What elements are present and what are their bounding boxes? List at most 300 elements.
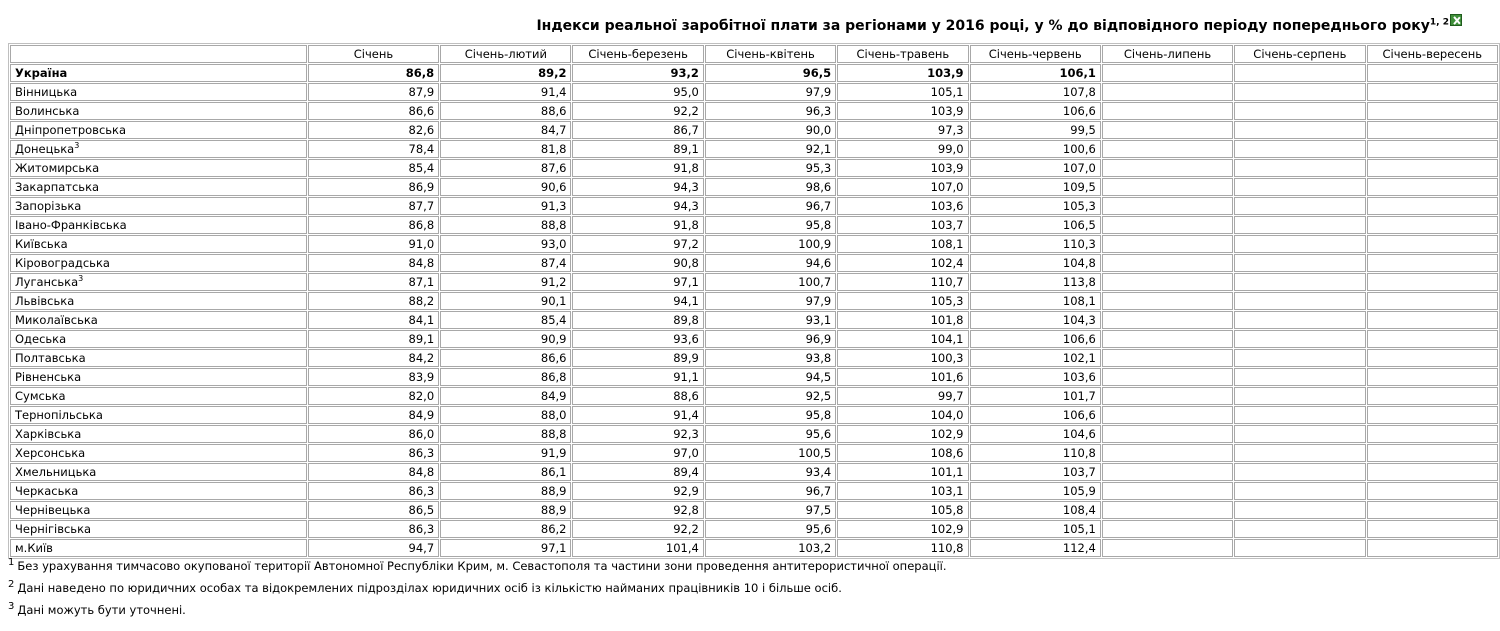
value-cell: 100,6	[970, 140, 1101, 158]
value-cell: 97,0	[572, 444, 703, 462]
value-cell	[1234, 349, 1365, 367]
table-row	[10, 368, 1498, 386]
value-cell: 86,3	[308, 444, 439, 462]
value-cell: 86,2	[440, 520, 571, 538]
region-name: Вінницька	[10, 83, 307, 101]
region-name: Запорізька	[10, 197, 307, 215]
region-name: Київська	[10, 235, 307, 253]
value-cell: 97,2	[572, 235, 703, 253]
value-cell: 92,9	[572, 482, 703, 500]
value-cell: 96,7	[705, 197, 836, 215]
region-name: Черкаська	[10, 482, 307, 500]
value-cell: 91,2	[440, 273, 571, 291]
value-cell	[1367, 254, 1498, 272]
region-name: Івано-Франківська	[10, 216, 307, 234]
table-row	[10, 273, 1498, 291]
value-cell: 89,1	[572, 140, 703, 158]
footnote-number: 2	[8, 579, 15, 590]
value-cell	[1102, 463, 1233, 481]
value-cell: 86,1	[440, 463, 571, 481]
table-row	[10, 406, 1498, 424]
region-name: Полтавська	[10, 349, 307, 367]
value-cell: 97,5	[705, 501, 836, 519]
value-cell	[1102, 539, 1233, 557]
table-row	[10, 121, 1498, 139]
value-cell: 96,7	[705, 482, 836, 500]
value-cell: 81,8	[440, 140, 571, 158]
footnote-text: Дані наведено по юридичних особах та відокремлених підрозділах юридичних осіб із кількістю найманих працівників 10 і більше осіб.	[17, 581, 842, 595]
value-cell: 88,2	[308, 292, 439, 310]
value-cell: 87,6	[440, 159, 571, 177]
value-cell: 91,4	[572, 406, 703, 424]
value-cell	[1102, 178, 1233, 196]
value-cell: 99,7	[837, 387, 968, 405]
value-cell	[1102, 159, 1233, 177]
table-row	[10, 482, 1498, 500]
excel-download-icon[interactable]	[1450, 14, 1462, 26]
value-cell: 108,4	[970, 501, 1101, 519]
value-cell: 100,3	[837, 349, 968, 367]
value-cell	[1367, 83, 1498, 101]
value-cell: 92,8	[572, 501, 703, 519]
value-cell: 94,3	[572, 197, 703, 215]
value-cell	[1102, 406, 1233, 424]
title-text: Індекси реальної заробітної плати за регіонами у 2016 році, у % до відповідного періоду попереднього року	[536, 18, 1430, 34]
region-name: Харківська	[10, 425, 307, 443]
value-cell: 90,1	[440, 292, 571, 310]
table-row	[10, 159, 1498, 177]
region-name: Україна	[10, 64, 307, 82]
column-header: Січень-вересень	[1367, 45, 1498, 63]
region-name: Чернігівська	[10, 520, 307, 538]
value-cell: 92,2	[572, 520, 703, 538]
value-cell: 101,4	[572, 539, 703, 557]
value-cell	[1234, 254, 1365, 272]
value-cell	[1234, 368, 1365, 386]
value-cell: 95,0	[572, 83, 703, 101]
column-header: Січень	[308, 45, 439, 63]
value-cell: 103,7	[837, 216, 968, 234]
value-cell: 93,6	[572, 330, 703, 348]
value-cell: 86,6	[308, 102, 439, 120]
value-cell: 87,4	[440, 254, 571, 272]
value-cell: 90,6	[440, 178, 571, 196]
value-cell	[1367, 311, 1498, 329]
value-cell	[1234, 520, 1365, 538]
value-cell: 86,3	[308, 482, 439, 500]
footnote	[8, 577, 947, 599]
value-cell	[1367, 178, 1498, 196]
value-cell: 102,4	[837, 254, 968, 272]
value-cell: 110,3	[970, 235, 1101, 253]
value-cell	[1102, 330, 1233, 348]
value-cell: 92,3	[572, 425, 703, 443]
value-cell: 88,8	[440, 425, 571, 443]
value-cell	[1367, 235, 1498, 253]
value-cell	[1234, 178, 1365, 196]
value-cell: 84,1	[308, 311, 439, 329]
table-row	[10, 83, 1498, 101]
value-cell: 89,1	[308, 330, 439, 348]
footnote-ref: 3	[78, 274, 84, 284]
value-cell: 106,6	[970, 102, 1101, 120]
value-cell	[1234, 64, 1365, 82]
value-cell	[1102, 425, 1233, 443]
header-region-cell	[10, 45, 307, 63]
column-header: Січень-червень	[970, 45, 1101, 63]
value-cell: 103,1	[837, 482, 968, 500]
value-cell: 88,0	[440, 406, 571, 424]
value-cell	[1367, 349, 1498, 367]
value-cell	[1234, 292, 1365, 310]
value-cell	[1234, 83, 1365, 101]
value-cell: 107,0	[837, 178, 968, 196]
table-row	[10, 463, 1498, 481]
total-row	[10, 64, 1498, 82]
value-cell: 104,1	[837, 330, 968, 348]
value-cell: 100,5	[705, 444, 836, 462]
value-cell	[1367, 159, 1498, 177]
value-cell: 95,8	[705, 406, 836, 424]
footnote	[8, 555, 947, 577]
value-cell	[1234, 444, 1365, 462]
table-row	[10, 444, 1498, 462]
value-cell	[1102, 235, 1233, 253]
value-cell: 103,7	[970, 463, 1101, 481]
value-cell	[1234, 463, 1365, 481]
value-cell: 103,9	[837, 64, 968, 82]
table-row	[10, 140, 1498, 158]
table-body	[10, 64, 1498, 557]
table-row	[10, 520, 1498, 538]
value-cell	[1234, 140, 1365, 158]
value-cell	[1102, 387, 1233, 405]
value-cell: 103,9	[837, 159, 968, 177]
value-cell: 95,6	[705, 425, 836, 443]
value-cell: 85,4	[440, 311, 571, 329]
value-cell: 109,5	[970, 178, 1101, 196]
value-cell: 84,8	[308, 463, 439, 481]
value-cell: 85,4	[308, 159, 439, 177]
value-cell: 106,5	[970, 216, 1101, 234]
value-cell: 105,3	[970, 197, 1101, 215]
value-cell: 96,9	[705, 330, 836, 348]
value-cell: 84,9	[308, 406, 439, 424]
value-cell: 110,7	[837, 273, 968, 291]
value-cell	[1234, 273, 1365, 291]
footnote-number: 3	[8, 601, 15, 612]
table-header-row	[10, 45, 1498, 63]
value-cell: 93,4	[705, 463, 836, 481]
value-cell	[1102, 216, 1233, 234]
value-cell: 102,9	[837, 520, 968, 538]
table-row	[10, 102, 1498, 120]
value-cell: 101,1	[837, 463, 968, 481]
footnotes	[8, 555, 947, 621]
value-cell	[1367, 482, 1498, 500]
value-cell: 110,8	[970, 444, 1101, 462]
region-name: Львівська	[10, 292, 307, 310]
value-cell: 108,6	[837, 444, 968, 462]
value-cell	[1367, 273, 1498, 291]
value-cell: 96,3	[705, 102, 836, 120]
value-cell: 90,9	[440, 330, 571, 348]
value-cell: 84,8	[308, 254, 439, 272]
value-cell: 88,6	[440, 102, 571, 120]
value-cell	[1102, 444, 1233, 462]
value-cell: 104,3	[970, 311, 1101, 329]
value-cell	[1234, 330, 1365, 348]
value-cell: 108,1	[970, 292, 1101, 310]
table-row	[10, 197, 1498, 215]
value-cell	[1102, 482, 1233, 500]
footnote-ref: 3	[74, 141, 80, 151]
value-cell: 89,4	[572, 463, 703, 481]
region-name: Луганська$^3$	[10, 273, 307, 291]
value-cell: 88,9	[440, 501, 571, 519]
value-cell	[1234, 482, 1365, 500]
column-header: Січень-лютий	[440, 45, 571, 63]
value-cell	[1102, 501, 1233, 519]
value-cell: 103,9	[837, 102, 968, 120]
value-cell	[1102, 292, 1233, 310]
value-cell	[1234, 387, 1365, 405]
value-cell: 91,4	[440, 83, 571, 101]
value-cell: 100,9	[705, 235, 836, 253]
value-cell	[1102, 64, 1233, 82]
value-cell: 94,3	[572, 178, 703, 196]
table-title	[0, 14, 1462, 34]
footnote-number: 1	[8, 557, 15, 568]
value-cell	[1367, 121, 1498, 139]
region-name: Закарпатська	[10, 178, 307, 196]
region-name: Херсонська	[10, 444, 307, 462]
value-cell	[1367, 292, 1498, 310]
table-row	[10, 501, 1498, 519]
region-name: Сумська	[10, 387, 307, 405]
value-cell: 91,9	[440, 444, 571, 462]
value-cell	[1234, 121, 1365, 139]
value-cell	[1367, 216, 1498, 234]
value-cell: 86,7	[572, 121, 703, 139]
value-cell	[1367, 102, 1498, 120]
value-cell: 107,0	[970, 159, 1101, 177]
value-cell: 87,9	[308, 83, 439, 101]
value-cell: 82,6	[308, 121, 439, 139]
value-cell: 103,6	[837, 197, 968, 215]
value-cell: 103,6	[970, 368, 1101, 386]
column-header: Січень-травень	[837, 45, 968, 63]
value-cell: 94,7	[308, 539, 439, 557]
value-cell: 89,9	[572, 349, 703, 367]
value-cell: 92,1	[705, 140, 836, 158]
value-cell: 99,5	[970, 121, 1101, 139]
value-cell: 97,1	[440, 539, 571, 557]
value-cell: 86,8	[308, 216, 439, 234]
value-cell: 86,6	[440, 349, 571, 367]
table-row	[10, 235, 1498, 253]
table-row	[10, 311, 1498, 329]
table-row	[10, 178, 1498, 196]
table-row	[10, 330, 1498, 348]
value-cell: 103,2	[705, 539, 836, 557]
value-cell	[1367, 387, 1498, 405]
table-row	[10, 216, 1498, 234]
table-row	[10, 254, 1498, 272]
value-cell: 91,1	[572, 368, 703, 386]
region-name: Донецька$^3$	[10, 140, 307, 158]
value-cell: 97,9	[705, 83, 836, 101]
value-cell: 84,2	[308, 349, 439, 367]
title-footnote-refs: 1, 2	[1429, 17, 1449, 28]
value-cell	[1367, 539, 1498, 557]
value-cell: 106,1	[970, 64, 1101, 82]
value-cell	[1234, 425, 1365, 443]
value-cell: 88,8	[440, 216, 571, 234]
table-row	[10, 292, 1498, 310]
value-cell: 91,0	[308, 235, 439, 253]
value-cell: 91,3	[440, 197, 571, 215]
value-cell	[1367, 140, 1498, 158]
value-cell: 86,8	[440, 368, 571, 386]
value-cell: 94,6	[705, 254, 836, 272]
value-cell: 101,6	[837, 368, 968, 386]
value-cell	[1234, 501, 1365, 519]
value-cell	[1367, 368, 1498, 386]
value-cell	[1102, 273, 1233, 291]
value-cell	[1102, 311, 1233, 329]
value-cell	[1367, 197, 1498, 215]
footnote-text: Без урахування тимчасово окупованої території Автономної Республіки Крим, м. Севастополя та частини зони проведення антитерористичної операції.	[17, 559, 947, 573]
value-cell: 107,8	[970, 83, 1101, 101]
value-cell	[1367, 444, 1498, 462]
value-cell: 86,8	[308, 64, 439, 82]
value-cell	[1234, 159, 1365, 177]
region-name: Волинська	[10, 102, 307, 120]
value-cell	[1367, 501, 1498, 519]
value-cell: 105,1	[970, 520, 1101, 538]
region-name: Кіровоградська	[10, 254, 307, 272]
column-header: Січень-серпень	[1234, 45, 1365, 63]
value-cell	[1234, 216, 1365, 234]
region-name: Рівненська	[10, 368, 307, 386]
value-cell	[1367, 463, 1498, 481]
value-cell: 93,8	[705, 349, 836, 367]
value-cell: 88,6	[572, 387, 703, 405]
value-cell	[1234, 197, 1365, 215]
value-cell: 105,9	[970, 482, 1101, 500]
value-cell: 113,8	[970, 273, 1101, 291]
value-cell	[1102, 197, 1233, 215]
region-name: Чернівецька	[10, 501, 307, 519]
value-cell	[1102, 121, 1233, 139]
value-cell: 91,8	[572, 216, 703, 234]
value-cell: 105,8	[837, 501, 968, 519]
value-cell: 95,3	[705, 159, 836, 177]
value-cell: 87,1	[308, 273, 439, 291]
value-cell: 94,1	[572, 292, 703, 310]
value-cell	[1102, 368, 1233, 386]
value-cell: 93,0	[440, 235, 571, 253]
value-cell: 84,9	[440, 387, 571, 405]
value-cell	[1367, 520, 1498, 538]
value-cell: 93,1	[705, 311, 836, 329]
region-name: Житомирська	[10, 159, 307, 177]
value-cell: 100,7	[705, 273, 836, 291]
value-cell	[1367, 64, 1498, 82]
region-name: Тернопільська	[10, 406, 307, 424]
region-name: Дніпропетровська	[10, 121, 307, 139]
value-cell: 92,5	[705, 387, 836, 405]
value-cell	[1102, 520, 1233, 538]
value-cell	[1367, 406, 1498, 424]
value-cell: 95,6	[705, 520, 836, 538]
value-cell: 95,8	[705, 216, 836, 234]
column-header: Січень-березень	[572, 45, 703, 63]
value-cell: 82,0	[308, 387, 439, 405]
wage-index-table	[8, 43, 1500, 559]
value-cell: 106,6	[970, 330, 1101, 348]
column-header: Січень-квітень	[705, 45, 836, 63]
value-cell: 83,9	[308, 368, 439, 386]
value-cell: 101,7	[970, 387, 1101, 405]
value-cell: 87,7	[308, 197, 439, 215]
value-cell	[1102, 102, 1233, 120]
region-name: Одеська	[10, 330, 307, 348]
value-cell: 94,5	[705, 368, 836, 386]
footnote	[8, 599, 947, 621]
value-cell: 91,8	[572, 159, 703, 177]
table-row	[10, 349, 1498, 367]
value-cell	[1367, 425, 1498, 443]
value-cell: 104,0	[837, 406, 968, 424]
value-cell: 102,9	[837, 425, 968, 443]
value-cell	[1234, 102, 1365, 120]
value-cell: 90,8	[572, 254, 703, 272]
value-cell: 105,3	[837, 292, 968, 310]
value-cell: 86,5	[308, 501, 439, 519]
value-cell	[1102, 349, 1233, 367]
value-cell	[1102, 83, 1233, 101]
value-cell: 86,3	[308, 520, 439, 538]
value-cell	[1234, 235, 1365, 253]
value-cell: 86,9	[308, 178, 439, 196]
value-cell	[1234, 406, 1365, 424]
value-cell: 99,0	[837, 140, 968, 158]
value-cell: 106,6	[970, 406, 1101, 424]
value-cell: 86,0	[308, 425, 439, 443]
value-cell: 84,7	[440, 121, 571, 139]
value-cell: 89,8	[572, 311, 703, 329]
value-cell: 92,2	[572, 102, 703, 120]
value-cell: 98,6	[705, 178, 836, 196]
value-cell: 97,1	[572, 273, 703, 291]
region-name: Хмельницька	[10, 463, 307, 481]
value-cell: 104,6	[970, 425, 1101, 443]
value-cell	[1234, 311, 1365, 329]
value-cell: 104,8	[970, 254, 1101, 272]
footnote-text: Дані можуть бути уточнені.	[17, 603, 186, 617]
value-cell: 112,4	[970, 539, 1101, 557]
value-cell: 102,1	[970, 349, 1101, 367]
value-cell	[1102, 254, 1233, 272]
value-cell: 108,1	[837, 235, 968, 253]
value-cell: 97,3	[837, 121, 968, 139]
value-cell: 89,2	[440, 64, 571, 82]
value-cell: 88,9	[440, 482, 571, 500]
value-cell	[1367, 330, 1498, 348]
table-row	[10, 425, 1498, 443]
